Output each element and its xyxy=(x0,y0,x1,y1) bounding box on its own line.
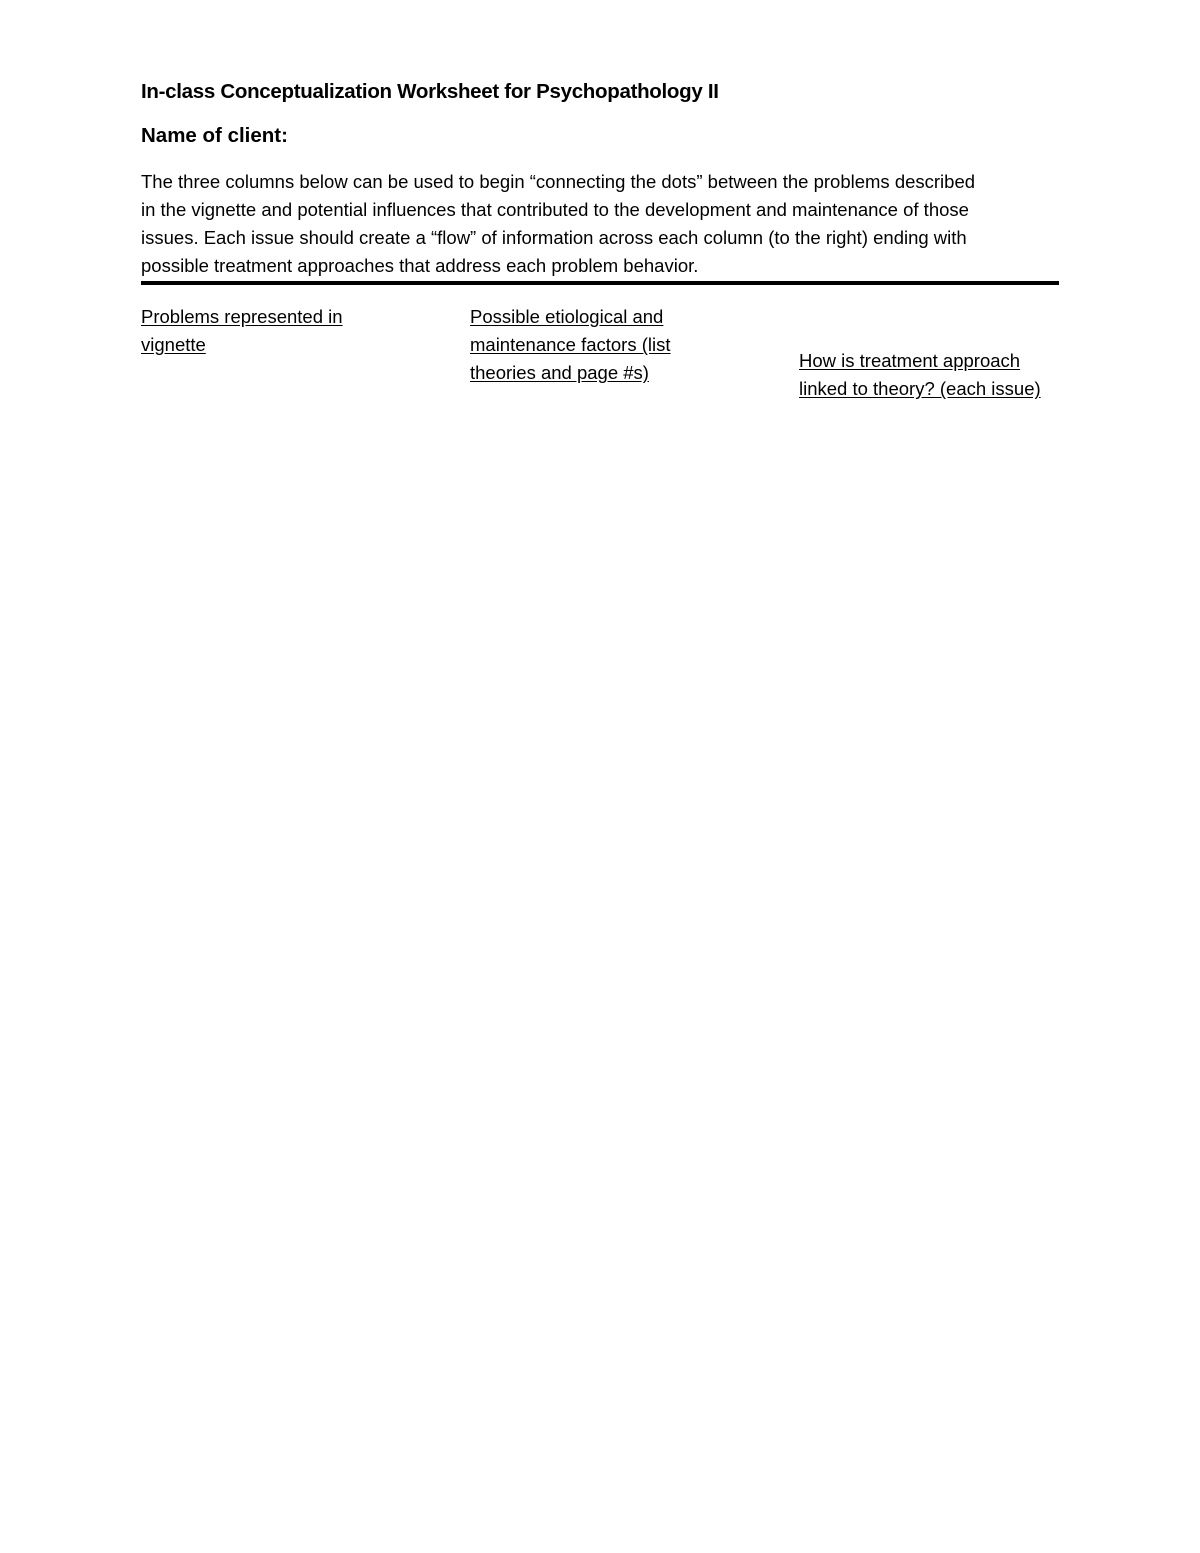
column-header-line: vignette xyxy=(141,334,206,355)
column-header-line: theories and page #s) xyxy=(470,362,649,383)
client-name-label: Name of client: xyxy=(141,124,288,147)
worksheet-title: In-class Conceptualization Worksheet for Psychopathology II xyxy=(141,80,719,103)
column-header-line: How is treatment approach xyxy=(799,350,1021,371)
column-header-line: Possible etiological and xyxy=(470,306,664,327)
instructions-line: The three columns below can be used to begin “connecting the dots” between the problems described xyxy=(141,171,976,192)
instructions-paragraph xyxy=(141,168,1061,280)
column-header-line: Problems represented in xyxy=(141,306,343,327)
column-header-line: linked to theory? (each issue) xyxy=(799,378,1041,399)
instructions-line: issues. Each issue should create a “flow” of information across each column (to the right) ending with xyxy=(141,227,967,248)
column-header-etiology xyxy=(470,303,671,387)
column-header-problems xyxy=(141,303,343,359)
instructions-line: possible treatment approaches that address each problem behavior. xyxy=(141,255,699,276)
column-header-treatment xyxy=(799,347,1041,403)
section-divider xyxy=(141,281,1059,285)
instructions-line: in the vignette and potential influences that contributed to the development and maintenance of those xyxy=(141,199,969,220)
column-header-line: maintenance factors (list xyxy=(470,334,671,355)
